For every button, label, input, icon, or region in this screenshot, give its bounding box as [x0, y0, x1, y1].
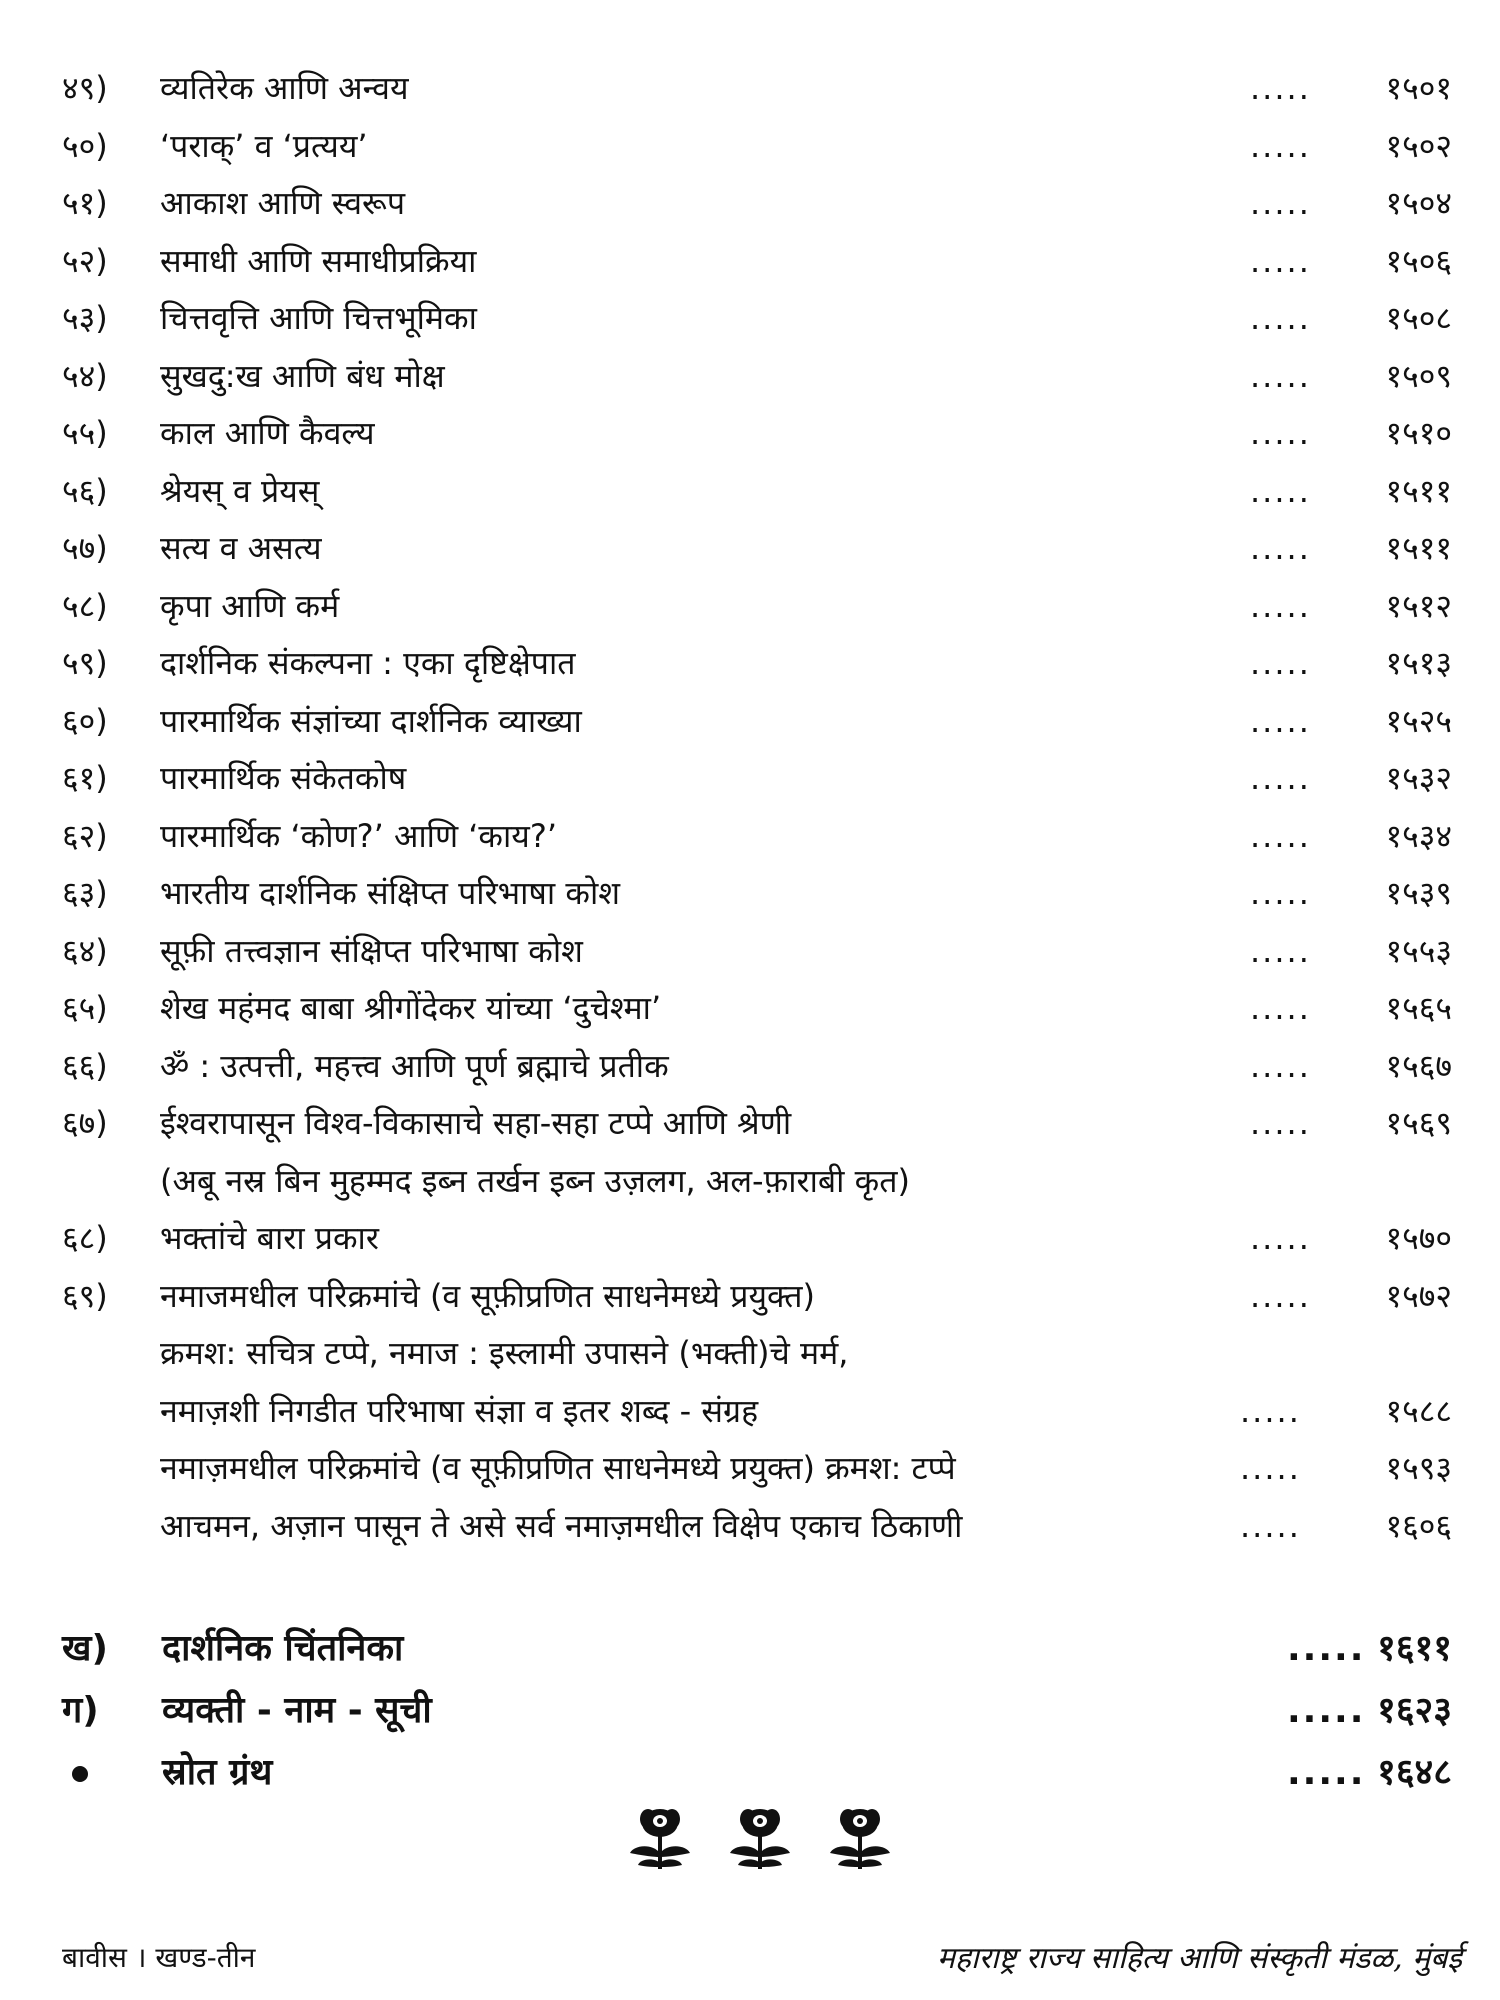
toc-entry: [62, 865, 1452, 923]
entry-title: सत्य व असत्य: [160, 529, 322, 567]
entry-page: १५६७: [1385, 1046, 1452, 1085]
entry-title: ईश्वरापासून विश्व-विकासाचे सहा-सहा टप्पे आणि श्रेणी: [160, 1104, 792, 1142]
entry-leader: .....: [1240, 1391, 1301, 1430]
entry-title: श्रेयस् व प्रेयस्: [160, 471, 320, 510]
entry-title: भारतीय दार्शनिक संक्षिप्त परिभाषा कोश: [160, 874, 621, 912]
section-page: १६११: [1377, 1628, 1452, 1669]
toc-entry: [62, 118, 1452, 176]
entry-page: १५१३: [1385, 644, 1452, 682]
entry-title: समाधी आणि समाधीप्रक्रिया: [160, 241, 477, 280]
entry-title: नमाज़मधील परिक्रमांचे (व सूफ़ीप्रणित साधनेमध्ये प्रयुक्त) क्रमश: टप्पे: [160, 1449, 956, 1487]
footer-publisher: महाराष्ट्र राज्य साहित्य आणि संस्कृती मंडळ, मुंबई: [937, 1941, 1462, 1976]
entry-page: १५०८: [1385, 299, 1452, 337]
section-leader: .....: [1287, 1690, 1366, 1731]
toc-entry: [62, 923, 1452, 981]
entry-title: पारमार्थिक संकेतकोष: [160, 759, 407, 797]
section-letter: ग): [62, 1690, 99, 1731]
entry-number: ६८): [62, 1219, 108, 1257]
entry-page: १५३२: [1385, 759, 1452, 797]
entry-title: दार्शनिक संकल्पना : एका दृष्टिक्षेपात: [160, 644, 576, 682]
entry-title: कृपा आणि कर्म: [160, 586, 340, 625]
entry-leader: .....: [1250, 299, 1311, 337]
toc-entry-continuation: [62, 1153, 1452, 1211]
entry-page: १५५३: [1385, 931, 1452, 970]
toc-entry: [62, 578, 1452, 636]
entry-leader: .....: [1250, 126, 1311, 165]
entry-number: ५२): [62, 241, 108, 280]
entry-leader: .....: [1250, 69, 1311, 107]
entry-number: ६५): [62, 989, 108, 1027]
entry-number: ६६): [62, 1046, 108, 1085]
entry-number: ६७): [62, 1104, 108, 1142]
entry-page: १५११: [1385, 471, 1452, 510]
toc-entry: [62, 1268, 1452, 1326]
flower-ornament-icon: [610, 1800, 910, 1880]
entry-page: १५६९: [1385, 1104, 1452, 1142]
toc-subentry: [62, 1498, 1452, 1556]
entry-number: ६४): [62, 931, 108, 970]
section-title: दार्शनिक चिंतनिका: [162, 1628, 404, 1669]
bullet-icon: [62, 1742, 152, 1804]
entry-leader: .....: [1250, 701, 1311, 740]
entry-leader: .....: [1250, 414, 1311, 452]
section-entry: [62, 1618, 1452, 1680]
entry-title: ‘पराक्’ व ‘प्रत्यय’: [160, 126, 368, 165]
entry-page: १५८८: [1385, 1391, 1452, 1430]
entry-page: १५३४: [1385, 816, 1452, 855]
entry-number: ६९): [62, 1276, 108, 1315]
entry-leader: .....: [1240, 1449, 1301, 1487]
section-title: व्यक्ती - नाम - सूची: [162, 1690, 432, 1731]
toc-subentry: [62, 1383, 1452, 1441]
entry-page: १५३९: [1385, 874, 1452, 912]
entry-number: ५१): [62, 184, 108, 222]
entry-title: सुखदु:ख आणि बंध मोक्ष: [160, 356, 445, 395]
toc-entry-continuation: [62, 1325, 1452, 1383]
entry-leader: .....: [1250, 356, 1311, 395]
toc-entry: [62, 290, 1452, 348]
toc-entry: [62, 60, 1452, 118]
entry-number: ६१): [62, 759, 108, 797]
entry-number: ४९): [62, 69, 108, 107]
toc-entries: [62, 60, 1452, 1555]
entry-number: ५६): [62, 471, 108, 510]
entry-number: ६३): [62, 874, 108, 912]
entry-number: ५३): [62, 299, 108, 337]
entry-number: ६०): [62, 701, 108, 740]
entry-leader: .....: [1250, 759, 1311, 797]
section-leader: .....: [1287, 1752, 1366, 1793]
entry-leader: .....: [1250, 644, 1311, 682]
entry-leader: .....: [1250, 816, 1311, 855]
entry-title: (अबू नस्र बिन मुहम्मद इब्न तर्खन इब्न उज़लग, अल-फ़ाराबी कृत): [160, 1161, 910, 1200]
entry-title: पारमार्थिक ‘कोण?’ आणि ‘काय?’: [160, 816, 558, 855]
entry-page: १५११: [1385, 529, 1452, 567]
toc-entry: [62, 175, 1452, 233]
section-letter: ख): [62, 1628, 108, 1669]
toc-entry: [62, 520, 1452, 578]
entry-title: सूफ़ी तत्त्वज्ञान संक्षिप्त परिभाषा कोश: [160, 931, 583, 970]
toc-entry: [62, 405, 1452, 463]
entry-page: १५७०: [1385, 1219, 1452, 1257]
entry-leader: .....: [1250, 471, 1311, 510]
entry-title: नमाज़शी निगडीत परिभाषा संज्ञा व इतर शब्द - संग्रह: [160, 1391, 759, 1430]
entry-leader: .....: [1250, 1104, 1311, 1142]
entry-title: काल आणि कैवल्य: [160, 414, 375, 452]
entry-title: चित्तवृत्ति आणि चित्तभूमिका: [160, 299, 477, 337]
entry-page: १५०२: [1385, 126, 1452, 165]
entry-title: शेख महंमद बाबा श्रीगोंदेकर यांच्या ‘दुचेश्मा’: [160, 989, 662, 1027]
entry-title: आकाश आणि स्वरूप: [160, 184, 406, 222]
toc-subentry: [62, 1440, 1452, 1498]
toc-entry: [62, 808, 1452, 866]
entry-page: १५२५: [1385, 701, 1452, 740]
entry-number: ५५): [62, 414, 108, 452]
toc-entry: [62, 693, 1452, 751]
entry-page: १५६५: [1385, 989, 1452, 1027]
entry-leader: .....: [1250, 184, 1311, 222]
entry-leader: .....: [1250, 1276, 1311, 1315]
toc-entry: [62, 463, 1452, 521]
toc-entry: [62, 980, 1452, 1038]
section-entry: [62, 1742, 1452, 1804]
toc-entry: [62, 750, 1452, 808]
entry-page: १५१०: [1385, 414, 1452, 452]
entry-leader: .....: [1250, 931, 1311, 970]
entry-page: १५०४: [1385, 184, 1452, 222]
entry-title: नमाजमधील परिक्रमांचे (व सूफ़ीप्रणित साधनेमध्ये प्रयुक्त): [160, 1276, 815, 1315]
entry-number: ५४): [62, 356, 108, 395]
entry-leader: .....: [1250, 989, 1311, 1027]
entry-number: ५८): [62, 586, 108, 625]
toc-entry: [62, 1210, 1452, 1268]
entry-number: ६२): [62, 816, 108, 855]
flower-icon: [730, 1809, 790, 1869]
flower-icon: [830, 1809, 890, 1869]
entry-title: भक्तांचे बारा प्रकार: [160, 1219, 379, 1257]
toc-entry: [62, 1038, 1452, 1096]
toc-entry: [62, 1095, 1452, 1153]
entry-leader: .....: [1250, 241, 1311, 280]
entry-number: ५०): [62, 126, 108, 165]
entry-title: पारमार्थिक संज्ञांच्या दार्शनिक व्याख्या: [160, 701, 582, 740]
entry-title: व्यतिरेक आणि अन्वय: [160, 69, 409, 107]
footer-page-label: बावीस । खण्ड-तीन: [62, 1941, 256, 1974]
section-entry: [62, 1680, 1452, 1742]
entry-page: १५७२: [1385, 1276, 1452, 1315]
entry-title: ॐ : उत्पत्ती, महत्त्व आणि पूर्ण ब्रह्माचे प्रतीक: [160, 1046, 669, 1085]
toc-entry: [62, 348, 1452, 406]
toc-entry: [62, 233, 1452, 291]
entry-leader: .....: [1240, 1506, 1301, 1545]
section-title: स्रोत ग्रंथ: [162, 1752, 273, 1793]
section-leader: .....: [1287, 1628, 1366, 1669]
entry-leader: .....: [1250, 529, 1311, 567]
entry-title: क्रमश: सचित्र टप्पे, नमाज : इस्लामी उपासने (भक्ती)चे मर्म,: [160, 1334, 849, 1372]
entry-title: आचमन, अज़ान पासून ते असे सर्व नमाज़मधील विक्षेप एकाच ठिकाणी: [160, 1506, 963, 1545]
entry-page: १५९३: [1385, 1449, 1452, 1487]
toc-sections: [62, 1618, 1452, 1804]
entry-leader: .....: [1250, 874, 1311, 912]
entry-page: १५०१: [1385, 69, 1452, 107]
flower-icon: [630, 1809, 690, 1869]
entry-leader: .....: [1250, 586, 1311, 625]
entry-leader: .....: [1250, 1046, 1311, 1085]
section-page: १६४८: [1377, 1752, 1452, 1793]
entry-number: ५९): [62, 644, 108, 682]
entry-page: १५०६: [1385, 241, 1452, 280]
toc-entry: [62, 635, 1452, 693]
entry-leader: .....: [1250, 1219, 1311, 1257]
entry-page: १५०९: [1385, 356, 1452, 395]
entry-page: १६०६: [1385, 1506, 1452, 1545]
entry-page: १५१२: [1385, 586, 1452, 625]
entry-number: ५७): [62, 529, 108, 567]
section-page: १६२३: [1377, 1690, 1452, 1731]
